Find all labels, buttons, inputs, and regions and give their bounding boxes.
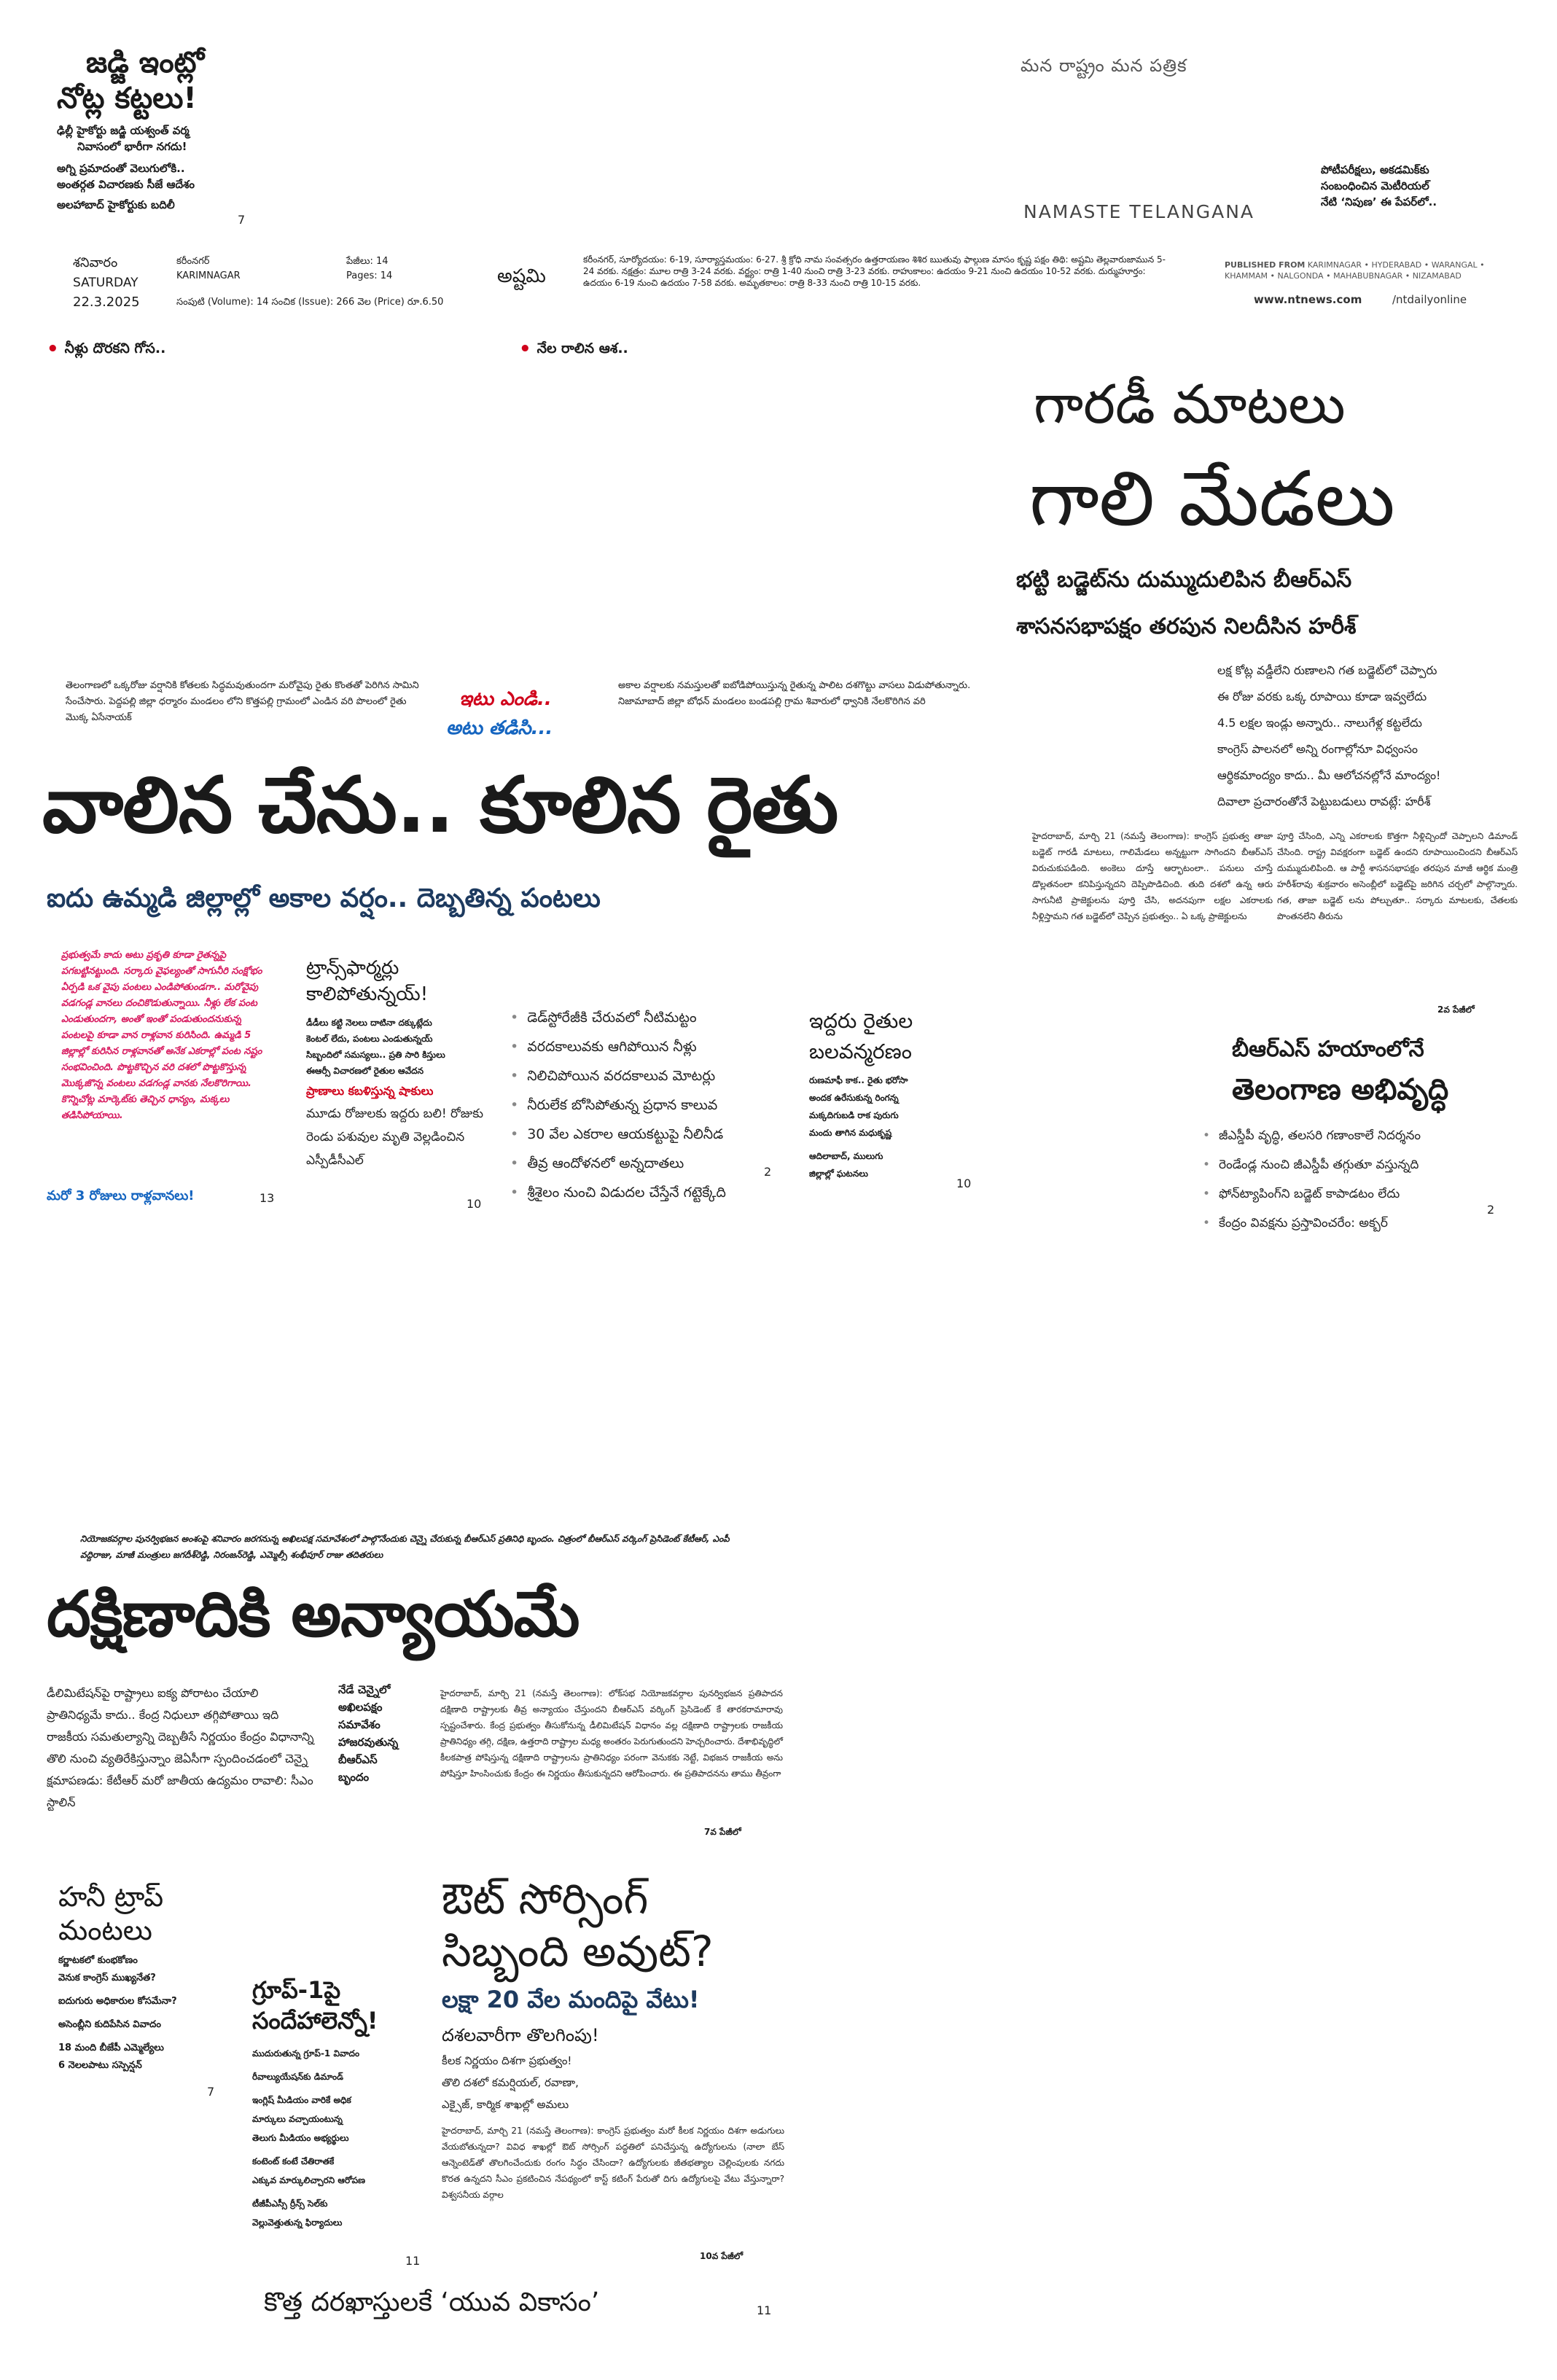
south-side-line: హాజరవుతున్న	[338, 1736, 399, 1749]
right-deck-2: శాసనసభాపక్షం తరపున నిలదీసిన హరీశ్	[1016, 614, 1357, 639]
lead-col1-page: 13	[260, 1191, 275, 1205]
honey-page: 7	[207, 2085, 215, 2099]
yuva-teaser[interactable]: కొత్త దరఖాస్తులకే ‘యువ వికాసం’	[264, 2287, 600, 2317]
lead-kicker-right: అకాల వర్షాలకు నమస్తులతో ఐబోడిపోయిస్తున్న రైతున్న పాలిట దశగొట్టు వాసలు విడుపోతున్నారు. నిజామాబాద్ జిల్లా బోధన్ మండలం బండపల్లి గ్రామ శివారులో ధ్వానికి నేలకొరిగిన వరి	[618, 680, 971, 707]
south-cont[interactable]: 7వ పేజీలో	[704, 1827, 741, 1837]
group1-line: ఎక్కువ మార్కులిచ్చారని ఆరోపణ	[252, 2175, 366, 2185]
day-te: శనివారం	[73, 255, 118, 270]
lead-col3-bullet: • తీవ్ర ఆందోళనలో అన్నదాతలు	[510, 1150, 802, 1177]
right-body-cont[interactable]: 2వ పేజీలో	[1437, 1004, 1475, 1015]
right-deck-1: భట్టి బడ్జెట్‌ను దుమ్ముదులిపిన బీఆర్‌ఎస్	[1016, 567, 1352, 593]
lead-col3-bullet: • నిలిచిపోయిన వరదకాలువ మోటర్లు	[510, 1063, 802, 1089]
right-headline-2[interactable]: గాలి మేడలు	[1029, 454, 1395, 543]
group1-head-1: గ్రూప్-1పై	[252, 1976, 341, 2004]
outsourcing-head-1: ఔట్ సోర్సింగ్	[442, 1874, 649, 1924]
pages-te: పేజీలు: 14	[346, 256, 389, 267]
lead-col2-text: మూడు రోజులకు ఇద్దరు బలి! రోజుకు రెండు పశువుల మృతి వెల్లడించిన ఎస్పీడీసీఎల్	[306, 1107, 484, 1168]
group1-line: ఇంగ్లిష్ మీడియం వారికే అధిక	[252, 2095, 351, 2105]
right-quote-line: దివాలా ప్రచారంతోనే పెట్టుబడులు రావట్లే: హరీశ్	[1217, 795, 1431, 808]
left-teaser-line-5: అలహాబాద్ హైకోర్టుకు బదిలీ	[57, 198, 175, 211]
right-teaser[interactable]	[1321, 162, 1510, 210]
social-handle[interactable]: /ntdailyonline	[1392, 293, 1467, 306]
brs-head-2: తెలంగాణ అభివృద్ధి	[1232, 1073, 1449, 1107]
south-side-line: బృందం	[338, 1771, 370, 1784]
lead-col2-line-4: ఈఆర్సీ విచారణలో రైతుల ఆవేదన	[306, 1066, 424, 1076]
lead-col3-bullets	[510, 1004, 802, 1209]
group1-line: కంటెంట్ కంటే చేతిరాతకే	[252, 2156, 335, 2166]
brs-head-1: బీఆర్‌ఎస్ హయాంలోనే	[1232, 1037, 1424, 1062]
left-teaser[interactable]	[57, 45, 261, 213]
day-en: SATURDAY	[73, 276, 138, 290]
lead-col3-bullet: • శ్రీశైలం నుంచి విడుదల చేస్తేనే గట్టెక్కేది	[510, 1179, 802, 1206]
lead-subhead: ఐదు ఉమ్మడి జిల్లాల్లో అకాల వర్షం.. దెబ్బతిన్న పంటలు	[47, 883, 601, 913]
lead-col1: ప్రభుత్వమే కాదు అటు ప్రకృతి కూడా రైతన్నపై పగబట్టినట్టుంది. సర్కారు వైఫల్యంతో సాగునీరి సంక్షోభం ఏర్పడి ఒక వైపు పంటలు ఎండిపోతుండగా.. మరోవైపు వడగండ్ల వానలు దంచికొడుతున్నాయి. నీళ్లు లేక పంట ఎండుతుందగా, అంతో ఇంతో పండుతుందనుకున్న పంటలపై కూడా వాన రాళ్లవాన కురిసింది. ఉమ్మడి 5 జిల్లాల్లో కురిసిన రాళ్లవానతో అనేక ఎకరాల్లో పంట నష్టం సంభవించింది. పొట్టకొచ్చిన వరి దశలో పొట్టకొస్తున్న మొక్కజొన్న వంటలు వడగండ్ల వానకు నేలకొరిగాయి. కొన్నిచోట్ల మార్కెట్‌కు తెచ్చిన ధాన్యం, మక్కలు తడిసిపోయాయి.	[61, 950, 262, 1121]
honey-head-1: హనీ ట్రాప్	[58, 1881, 164, 1913]
south-left-text: డీలిమిటేషన్‌పై రాష్ట్రాలు ఐక్య పోరాటం చేయాలి ప్రాతినిధ్యమే కాదు.. కేంద్ర నిధులూ తగ్గిపోతాయి ఇది రాజకీయ సమతుల్యాన్ని దెబ్బతీసే నిర్ణయం కేంద్రం విధానాన్ని తొలి నుంచి వ్యతిరేకిస్తున్నాం జెఏసీగా స్పందించడంలో చెన్నై క్షమాపణడు: కేటీఆర్ మరో జాతీయ ఉద్యమం రావాలి: సీఎం స్టాలిన్	[47, 1686, 314, 1809]
group1-head-2: సందేహాలెన్నో!	[252, 2007, 378, 2034]
brs-bullets	[1203, 1123, 1523, 1239]
lead-kicker-blue: అటు తడిసి...	[446, 717, 553, 739]
honey-head-2: మంటలు	[58, 1914, 152, 1946]
left-teaser-line-4: అంతర్గత విచారణకు సీజే ఆదేశం	[57, 178, 195, 191]
left-teaser-line-1: ఢిల్లీ హైకోర్టు జడ్జి యశ్వంత్ వర్మ	[57, 124, 190, 137]
brs-bullet: • ఫోన్‌ట్యాపింగ్‌ని బడ్జెట్ కాపాడటం లేదు	[1203, 1181, 1523, 1207]
tithi: అష్టమి	[497, 265, 546, 287]
lead-col4[interactable]	[809, 1006, 977, 1182]
right-body-right: పూర్తి చేసింది, ఎన్ని ఎకరాలకు కొత్తగా నీళ్లిచ్చిందో చెప్పాలని డిమాండ్ చేసింది. రాష్ట్ర వివక్షరంగా బడ్జెట్ ఉందని రూపాయించిందని బీఆర్‌ఎస్ దుమ్ముదులిపింది. ఆ పార్టీ శాసనసభాపక్షం తరపున మాజీ ఆర్థిక మంత్రి హరీశ్‌రావు శుక్రవారం అసెంబ్లీలో బడ్జెట్‌పై జరిగిన చర్చలో పాల్గొన్నారు. గత, తాజా బడ్జెట్ లను పోల్చుతూ.. సర్కారు మాటలకు, చేతలకు పొంతనలేని తీరును	[1277, 831, 1518, 921]
south-side-box	[338, 1681, 433, 1786]
left-teaser-line-2: నివాసంలో భారీగా నగదు!	[77, 140, 187, 153]
website-link[interactable]: www.ntnews.com	[1254, 293, 1362, 306]
panchangam: కరీంనగర్, సూర్యోదయం: 6-19, సూర్యాస్తమయం: 6-27. శ్రీ క్రోధి నామ సంవత్సరం ఉత్తరాయణం శిశిర ఋతువు ఫాల్గుణ మాసం కృష్ణ పక్షం తిథి: అష్టమి తెల్లవారుజామున 5-24 వరకు. నక్షత్రం: మూల రాత్రి 3-24 వరకు. వర్జ్యం: రాత్రి 1-40 నుంచి రాత్రి 3-23 వరకు. రాహుకాలం: ఉదయం 9-21 నుంచి ఉదయం 10-52 వరకు. దుర్ముహూర్తం: ఉదయం 6-19 నుంచి ఉదయం 7-58 వరకు. అమృతకాలం: రాత్రి 8-33 నుంచి రాత్రి 10-15 వరకు.	[583, 254, 1166, 288]
outsourcing-line: కీలక నిర్ణయం దిశగా ప్రభుత్వం!	[442, 2054, 572, 2067]
right-quote-list	[1217, 658, 1523, 815]
lead-col2-line-3: సిబ్బందిలో సమస్యలు.. ప్రతి సారి కిస్తులు	[306, 1050, 445, 1060]
lead-col4-line-2: అందక ఉరేసుకున్న రింగన్న	[809, 1093, 899, 1103]
group1-page: 11	[405, 2254, 421, 2268]
right-quote-line: ఆర్థికమాంద్యం కాదు.. మీ ఆలోచనల్లోనే మాంద్యం!	[1217, 768, 1441, 782]
outsourcing-line: తొలి దశలో కమర్షియల్, రవాణా,	[442, 2076, 579, 2089]
lead-col3-bullet: • 30 వేల ఎకరాల ఆయకట్టుపై నీలినీడ	[510, 1121, 802, 1147]
lead-col4-line-5: ఆదిలాబాద్, ములుగు	[809, 1151, 883, 1161]
tagline: మన రాష్ట్రం మన పత్రిక	[1021, 55, 1187, 76]
lead-col3-page: 2	[764, 1165, 772, 1179]
outsourcing-head-2: సిబ్బంది అవుట్?	[442, 1927, 714, 1976]
south-side-line: అఖిలపక్షం	[338, 1701, 383, 1714]
group1-box[interactable]	[252, 1975, 434, 2232]
group1-line: ముదురుతున్న గ్రూప్-1 వివాదం	[252, 2048, 360, 2059]
lead-col2[interactable]	[306, 955, 488, 1172]
strap-right[interactable]: • నేల రాలిన ఆశ..	[519, 338, 628, 360]
brs-bullet: • రెండేండ్ల నుంచి జీఎస్డీపీ తగ్గుతూ వస్తున్నది	[1203, 1152, 1523, 1178]
group1-line: మార్కులు వచ్చాయంటున్న	[252, 2114, 343, 2124]
lead-col4-title: ఇద్దరు రైతుల బలవన్మరణం	[809, 1009, 913, 1064]
lead-col3-bullet: • డెడ్‌స్టోరేజీకి చేరువలో నీటిమట్టం	[510, 1004, 802, 1031]
right-quote-line: 4.5 లక్షల ఇండ్లు అన్నారు.. నాలుగేళ్ల కట్టలేదు	[1217, 716, 1422, 730]
outsourcing-cont[interactable]: 10వ పేజీలో	[700, 2251, 744, 2261]
group1-line: టీజీపీఎస్సీ ర్రీన్స్ సెల్‌కు	[252, 2198, 328, 2209]
honey-line: 6 నెలలపాటు సస్పెన్షన్	[58, 2060, 142, 2071]
brs-bullet: • కేంద్రం వివక్షను ప్రస్తావించరేం: అక్బర్	[1203, 1210, 1523, 1236]
lead-col2-page: 10	[467, 1197, 482, 1211]
lead-col2-title: ట్రాన్స్‌ఫార్మర్లు కాలిపోతున్నయ్!	[306, 957, 429, 1005]
left-teaser-page: 7	[238, 213, 246, 227]
lead-col2-highlight: ప్రాణాలు కబళిస్తున్న షాకులు	[306, 1084, 434, 1098]
lead-col2-line-1: డీడీలు కట్టి నెలలు దాటినా దక్కుట్లేదు	[306, 1018, 432, 1028]
right-quote-line: లక్ష కోట్ల వడ్డీలేని రుణాలని గత బడ్జెట్‌లో చెప్పారు	[1217, 663, 1437, 677]
brs-page: 2	[1487, 1203, 1495, 1217]
honey-line: ఐదుగురు అధికారుల కోసమేనా?	[58, 1996, 177, 2007]
lead-kicker-left: తెలంగాణలో ఒక్కరోజు వర్షానికి కోతలకు సిద్ధమవుతుందగా మరోవైపు రైతు కొంతతో పెరిగిన సామిని సేంచేసారు. పెద్దపల్లి జిల్లా ధర్మారం మండలం లోని కొత్తపల్లి గ్రామంలో ఎండిన వరి పొలంలో రైతు మొక్క ఏసేనాయక్	[66, 680, 419, 723]
left-teaser-line-3: అగ్ని ప్రమాదంతో వెలుగులోకి..	[57, 162, 185, 175]
pages-en: Pages: 14	[346, 270, 393, 281]
edition-en: KARIMNAGAR	[176, 270, 241, 281]
yuva-page: 11	[757, 2303, 772, 2317]
left-teaser-headline-1: జడ్జి ఇంట్లో	[86, 46, 205, 79]
south-side-line: బీఆర్‌ఎస్	[338, 1753, 378, 1766]
south-body: హైదరాబాద్, మార్చి 21 (నమస్తే తెలంగాణ): లోక్‌సభ నియోజకవర్గాల పునర్విభజన ప్రతిపాదన దక్షిణాది రాష్ట్రాలకు తీవ్ర అన్యాయం చేస్తుందని బీఆర్‌ఎస్ వర్కింగ్ ప్రెసిడెంట్ కే తారకరామారావు స్పష్టంచేశారు. కేంద్ర ప్రభుత్వం తీసుకోనున్న డీలిమిటేషన్ విధానం వల్ల దక్షిణాది రాష్ట్రాలకు రాజకీయ ప్రాతినిధ్యం తగ్గి, దక్షిణ, ఉత్తరాది రాష్ట్రాల మధ్య అంతరం పెరుగుతుందని హెచ్చరించారు. దేశాభివృద్ధిలో కీలకపాత్ర పోషిస్తున్న దక్షిణాది రాష్ట్రాలను ప్రాతినిధ్యం పరంగా వెనుకకు నెట్టే, విభజన రాజకీయ అను పోషిస్తూ హింసించుకు కేంద్రం ఈ నిర్ణయం తీసుకున్నదని ఆరోపించారు. ఈ ప్రతిపాదనను తాము తీవ్రంగా	[440, 1688, 784, 1779]
lead-kicker-red: ఇటు ఎండి..	[459, 688, 552, 710]
strap-left[interactable]: • నీళ్లు దొరకని గోస..	[47, 338, 165, 360]
outsourcing-subhead: లక్షా 20 వేల మందిపై వేటు!	[442, 1986, 700, 2013]
volume-issue-price: సంపుటి (Volume): 14 సంచిక (Issue): 266 వెల (Price) రూ.6.50	[176, 297, 444, 308]
outsourcing-line: ఎక్సైజ్, కార్మిక శాఖల్లో అమలు	[442, 2098, 569, 2111]
group1-line: తెలుగు మీడియం అభ్యర్థులు	[252, 2133, 349, 2143]
brs-bullet: • జీఎస్డీపీ వృద్ధి, తలసరి గణాంకాలే నిదర్శనం	[1203, 1123, 1523, 1149]
south-side-line: సమావేశం	[338, 1718, 381, 1731]
right-quote-line: కాంగ్రెస్ పాలనలో అన్ని రంగాల్లోనూ విధ్వంసం	[1217, 742, 1419, 756]
lead-col4-page: 10	[956, 1177, 972, 1190]
lead-headline[interactable]: వాలిన చేను.. కూలిన రైతు	[42, 760, 838, 850]
right-quote-line: ఈ రోజు వరకు ఒక్క రూపాయి కూడా ఇవ్వలేదు	[1217, 690, 1427, 703]
left-teaser-headline-2: నోట్ల కట్టలు!	[57, 82, 197, 115]
right-teaser-line-2: సంబంధించిన మెటీరియల్	[1321, 179, 1429, 192]
south-kicker: నియోజకవర్గాల పునర్విభజన అంశంపై శనివారం జరగనున్న అఖిలపక్ష సమావేశంలో పాల్గొనేందుకు చెన్నై చేరుకున్న బీఆర్‌ఎస్ ప్రతినిధి బృందం. చిత్రంలో బీఆర్‌ఎస్ వర్కింగ్ ప్రెసిడెంట్ కేటీఆర్, ఎంపీ వద్దిరాజు, మాజీ మంత్రులు జగదీశ్‌రెడ్డి, నిరంజన్‌రెడ్డి, ఎమ్మెల్సీ శంభీపూర్ రాజు తదితరులు	[80, 1534, 730, 1560]
edition-cities: KARIMNAGAR • HYDERABAD • WARANGAL • KHAMMAM • NALGONDA • MAHABUBNAGAR • NIZAMABAD	[1225, 260, 1485, 281]
paper-name: NAMASTE TELANGANA	[1023, 201, 1255, 222]
lead-col4-line-4: మందు తాగిన మధుకృష్ణ	[809, 1128, 892, 1138]
honey-line: వెనుక కాంగ్రెస్ ముఖ్యనేత?	[58, 1973, 156, 1983]
lead-col4-line-1: రుణమాఫీ కాక.. రైతు భరోసా	[809, 1075, 908, 1085]
edition-te: కరీంనగర్	[176, 256, 210, 267]
issue-date: 22.3.2025	[73, 294, 140, 310]
outsourcing-box[interactable]	[442, 1873, 784, 2203]
published-from	[1225, 260, 1523, 281]
lead-col3-bullet: • వరదకాలువకు ఆగిపోయిన నీళ్లు	[510, 1034, 802, 1060]
right-headline-1[interactable]: గారడీ మాటలు	[1034, 373, 1346, 436]
right-body-left: హైదరాబాద్, మార్చి 21 (నమస్తే తెలంగాణ): కాంగ్రెస్ ప్రభుత్వ తాజా బడ్జెట్ గారడీ మాటలు, గాలిమేడలు అన్నట్టుగా సాగిందని బీఆర్‌ఎస్ విరుచుకుపడింది. అంకెలు దూస్తే ఆర్భాటంలా.. పనులు చూస్తే డొల్లతనంలా కనిపిస్తున్నదని దెప్పిపొడిచింది. తుది దశలో ఉన్న ఆరు సాగునీటి ప్రాజెక్టులను పూర్తి చేసి, అదనపుగా లక్షల ఎకరాలకు నీళ్లిస్తామని గత బడ్జెట్‌లో చెప్పిన ప్రభుత్వం.. ఏ ఒక్క ప్రాజెక్టులను	[1032, 831, 1273, 921]
honey-box[interactable]	[58, 1881, 248, 2075]
lead-col3-bullet: • నీరులేక బోసిపోతున్న ప్రధాన కాలువ	[510, 1092, 802, 1118]
honey-line: అసెంబ్లీని కుదిపేసిన వివాదం	[58, 2019, 161, 2030]
lead-col2-line-2: కెంటల్ లేదు, పంటలు ఎండుతున్నయ్	[306, 1034, 433, 1044]
south-headline[interactable]: దక్షిణాదికి అన్యాయమే	[47, 1578, 580, 1651]
right-teaser-line-3: నేటి ‘నిపుణ’ ఈ పేపర్‌లో..	[1321, 195, 1437, 208]
south-side-line: నేడే చెన్నైలో	[338, 1683, 391, 1696]
lead-col4-line-3: మక్కదిగుబడి రాక పురుగు	[809, 1110, 899, 1120]
group1-line: వెల్లువెత్తుతున్న ఫిర్యాదులు	[252, 2217, 343, 2228]
honey-line: కర్ణాటకలో కుంభకోణం	[58, 1955, 138, 1966]
lead-col1-footer[interactable]: మరో 3 రోజులు రాళ్లవానలు!	[47, 1188, 195, 1203]
published-from-label: PUBLISHED FROM	[1225, 260, 1306, 270]
outsourcing-deck: దశలవారీగా తొలగింపు!	[442, 2025, 599, 2045]
group1-line: రీవాల్యుయేషన్‌కు డిమాండ్	[252, 2072, 343, 2082]
right-teaser-line-1: పోటీపరీక్షలు, అకడమిక్‌కు	[1321, 163, 1429, 176]
honey-line: 18 మంది బీజేపీ ఎమ్మెల్యేలు	[58, 2042, 164, 2053]
outsourcing-body: హైదరాబాద్, మార్చి 21 (నమస్తే తెలంగాణ): కాంగ్రెస్ ప్రభుత్వం మరో కీలక నిర్ణయం దిశగా అడుగులు వేయబోతున్నదా? వివిధ శాఖల్లో ఔట్ సోర్సింగ్ పద్ధతిలో పనిచేస్తున్న ఉద్యోగులను (నాలా బేస్ ఆన్నెంటెడ్‌తో తొలగించేందుకు రంగం సిద్ధం చేసిందా? ఉద్యోగులకు జీతభత్యాల చెల్లింపులకు నగదు కొరత ఉన్నదని సీఎం ప్రకటించిన నేపథ్యంలో కాస్ట్ కటింగ్ పేరుతో దిగు ఉద్యోగులపై వేటు వేస్తున్నారా? విశ్వసనీయ వర్గాల	[442, 2126, 784, 2200]
lead-col4-line-6: జిల్లాల్లో ఘటనలు	[809, 1168, 868, 1179]
